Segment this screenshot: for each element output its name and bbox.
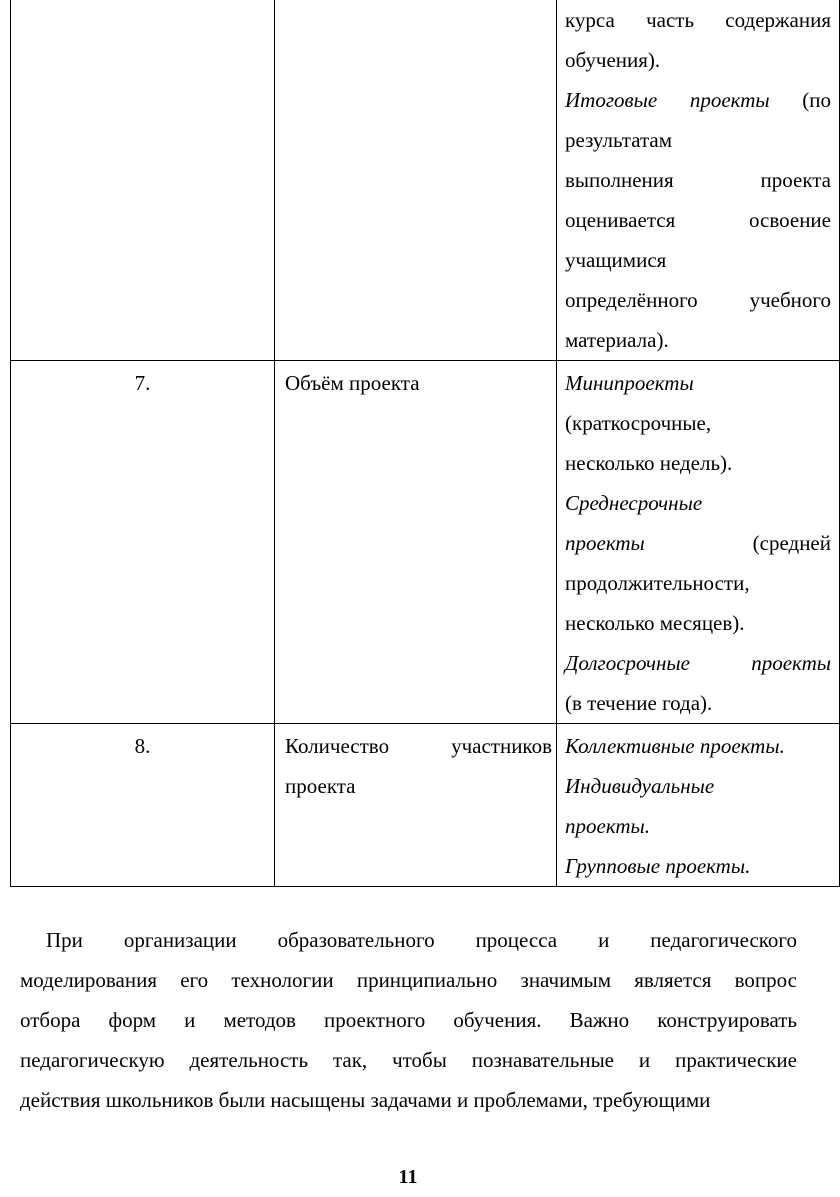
row-label-line: Количество участников bbox=[285, 734, 552, 758]
italic-term: Итоговые проекты bbox=[565, 88, 770, 112]
text-line: Долгосрочные проекты bbox=[565, 651, 831, 675]
cell-number bbox=[11, 724, 275, 887]
page-number: 11 bbox=[398, 1166, 418, 1188]
text-line: Коллективные проекты. bbox=[565, 734, 785, 758]
text-line bbox=[565, 80, 831, 120]
cell-description bbox=[557, 361, 840, 724]
cell-label bbox=[275, 361, 557, 724]
row-label-line: проекта bbox=[285, 774, 356, 798]
table-row-continued bbox=[11, 0, 840, 361]
cell-number-empty bbox=[11, 0, 275, 361]
text-line: обучения). bbox=[565, 48, 661, 72]
text-line: Минипроекты bbox=[565, 371, 694, 395]
text-line: оценивается освоение bbox=[565, 208, 831, 232]
paragraph-line: педагогическую деятельность так, чтобы познавательные и практические bbox=[20, 1048, 797, 1072]
text-fragment: (по bbox=[802, 88, 832, 112]
row-number: 8. bbox=[134, 734, 151, 758]
cell-label-empty bbox=[275, 0, 557, 361]
paragraph-line: При организации образовательного процесса и педагогического bbox=[46, 928, 797, 952]
paragraph-line: отбора форм и методов проектного обучения. Важно конструировать bbox=[20, 1008, 797, 1032]
text-line: продолжительности, bbox=[565, 571, 750, 595]
italic-term: проекты bbox=[565, 531, 645, 555]
table-row-8 bbox=[11, 724, 840, 887]
row-number: 7. bbox=[134, 371, 151, 395]
text-line: материала). bbox=[565, 328, 669, 352]
text-line: определённого учебного bbox=[565, 288, 831, 312]
cell-label bbox=[275, 724, 557, 887]
text-line: Групповые проекты. bbox=[565, 854, 751, 878]
text-line: (в течение года). bbox=[565, 691, 713, 715]
text-line: Индивидуальные bbox=[565, 774, 715, 798]
text-line: учащимися bbox=[565, 248, 667, 272]
project-types-table bbox=[10, 0, 832, 887]
text-line: проекты. bbox=[565, 814, 651, 838]
text-line: результатам bbox=[565, 128, 673, 152]
body-paragraph bbox=[20, 920, 797, 1120]
text-line: курса часть содержания bbox=[565, 8, 831, 32]
text-line: несколько месяцев). bbox=[565, 611, 745, 635]
cell-number bbox=[11, 361, 275, 724]
text-fragment: (средней bbox=[752, 531, 831, 555]
table bbox=[10, 0, 840, 887]
row-label: Объём проекта bbox=[285, 371, 420, 395]
text-line: Среднесрочные bbox=[565, 491, 703, 515]
paragraph-line: моделирования его технологии принципиально значимым является вопрос bbox=[20, 968, 797, 992]
table-row-7 bbox=[11, 361, 840, 724]
paragraph-line: действия школьников были насыщены задачами и проблемами, требующими bbox=[20, 1088, 711, 1112]
cell-description bbox=[557, 724, 840, 887]
text-line: несколько недель). bbox=[565, 451, 733, 475]
cell-description bbox=[557, 0, 840, 361]
text-line bbox=[565, 523, 831, 563]
text-line: выполнения проекта bbox=[565, 168, 831, 192]
text-line: (краткосрочные, bbox=[565, 411, 712, 435]
